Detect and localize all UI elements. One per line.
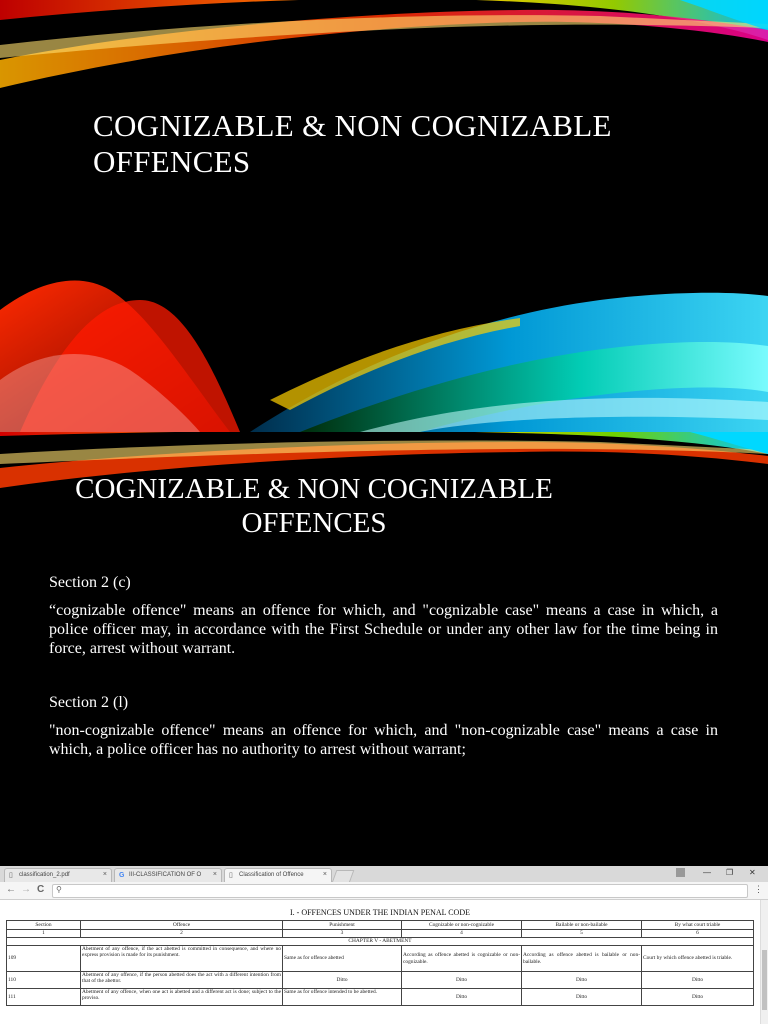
section-cell: 109 xyxy=(7,946,81,972)
google-icon: G xyxy=(119,872,125,879)
maximize-icon[interactable]: ❐ xyxy=(726,868,734,877)
cognizable-cell: According as offence abetted is cognizable or non-cognizable. xyxy=(402,946,522,972)
minimize-icon[interactable]: — xyxy=(703,868,711,877)
court-cell: Ditto xyxy=(642,972,754,989)
offences-table xyxy=(6,920,754,1006)
chapter-heading: CHAPTER V - ABETMENT xyxy=(7,938,754,946)
scrollbar-thumb[interactable] xyxy=(762,950,767,1010)
table-row xyxy=(7,972,754,989)
section-cell: 110 xyxy=(7,972,81,989)
section-definition: “cognizable offence" means an offence for which, and "cognizable case" means a case in which, a police officer may, in accordance with the First Schedule or under any other law for the time being in force, arrest without warrant. xyxy=(49,602,718,657)
scrollbar[interactable] xyxy=(760,900,768,1024)
document-title: I. - OFFENCES UNDER THE INDIAN PENAL CODE xyxy=(290,908,470,917)
reload-icon[interactable]: C xyxy=(37,884,45,895)
court-cell: Court by which offence abetted is triable. xyxy=(642,946,754,972)
bailable-cell: Ditto xyxy=(522,989,642,1006)
cognizable-cell: Ditto xyxy=(402,972,522,989)
slide-title-line2: OFFENCES xyxy=(241,507,387,539)
browser-tab[interactable] xyxy=(114,868,222,882)
tab-label: Classification of Offence xyxy=(239,872,304,878)
section-label: Section 2 (c) xyxy=(49,574,131,591)
column-header: Punishment xyxy=(283,921,402,930)
column-header: By what court triable xyxy=(642,921,754,930)
punishment-cell: Ditto xyxy=(283,972,402,989)
menu-icon[interactable]: ⋮ xyxy=(754,884,763,894)
column-number: 5 xyxy=(522,930,642,938)
close-icon[interactable]: × xyxy=(212,871,217,878)
column-number: 6 xyxy=(642,930,754,938)
content-slide xyxy=(0,432,768,866)
column-header: Bailable or non-bailable xyxy=(522,921,642,930)
document-icon: ▯ xyxy=(9,872,13,879)
close-window-icon[interactable]: ✕ xyxy=(749,868,756,877)
address-bar xyxy=(0,882,768,900)
forward-icon[interactable]: → xyxy=(21,884,31,895)
tab-bar xyxy=(0,866,768,882)
section-label: Section 2 (l) xyxy=(49,694,129,711)
table-header-row xyxy=(7,921,754,930)
decorative-swoosh-graphic xyxy=(0,0,768,432)
column-number: 2 xyxy=(81,930,283,938)
slide-title-line1: COGNIZABLE & NON COGNIZABLE xyxy=(75,473,553,505)
back-icon[interactable]: ← xyxy=(6,884,16,895)
column-number: 1 xyxy=(7,930,81,938)
section-cell: 111 xyxy=(7,989,81,1006)
column-number: 3 xyxy=(283,930,402,938)
chapter-row xyxy=(7,938,754,946)
bailable-cell: According as offence abetted is bailable or non-bailable. xyxy=(522,946,642,972)
profile-icon[interactable] xyxy=(676,868,685,877)
tab-label: III-CLASSIFICATION OF O xyxy=(129,872,202,878)
table-row xyxy=(7,989,754,1006)
court-cell: Ditto xyxy=(642,989,754,1006)
pdf-viewer xyxy=(0,900,768,1024)
browser-window xyxy=(0,866,768,1024)
close-icon[interactable]: × xyxy=(102,871,107,878)
offence-cell: Abetment of any offence, if the person abetted does the act with a different intention from that of the abettor. xyxy=(81,972,283,989)
tab-label: classification_2.pdf xyxy=(19,872,70,878)
table-row xyxy=(7,946,754,972)
document-icon: ▯ xyxy=(229,872,233,879)
column-header: Section xyxy=(7,921,81,930)
offence-cell: Abetment of any offence, if the act abetted is committed in consequence, and where no express provision is made for its punishment. xyxy=(81,946,283,972)
bailable-cell: Ditto xyxy=(522,972,642,989)
column-header: Offence xyxy=(81,921,283,930)
column-number: 4 xyxy=(402,930,522,938)
close-icon[interactable]: × xyxy=(322,871,327,878)
cognizable-cell: Ditto xyxy=(402,989,522,1006)
section-definition: "non-cognizable offence" means an offence for which, and "non-cognizable case" means a case in which, a police officer has no authority to arrest without warrant; xyxy=(49,722,718,758)
slide-title xyxy=(0,472,628,540)
punishment-cell: Same as for offence abetted xyxy=(283,946,402,972)
column-header: Cognizable or non-cognizable xyxy=(402,921,522,930)
browser-tab[interactable] xyxy=(4,868,112,882)
url-input[interactable] xyxy=(52,884,748,898)
browser-tab[interactable] xyxy=(224,868,332,882)
punishment-cell: Same as for offence intended to be abetted. xyxy=(283,989,402,1006)
title-slide xyxy=(0,0,768,432)
column-number-row xyxy=(7,930,754,938)
slide-title: COGNIZABLE & NON COGNIZABLE OFFENCES xyxy=(93,108,612,179)
search-icon: ⚲ xyxy=(56,885,62,894)
offence-cell: Abetment of any offence, when one act is abetted and a different act is done; subject to the proviso. xyxy=(81,989,283,1006)
